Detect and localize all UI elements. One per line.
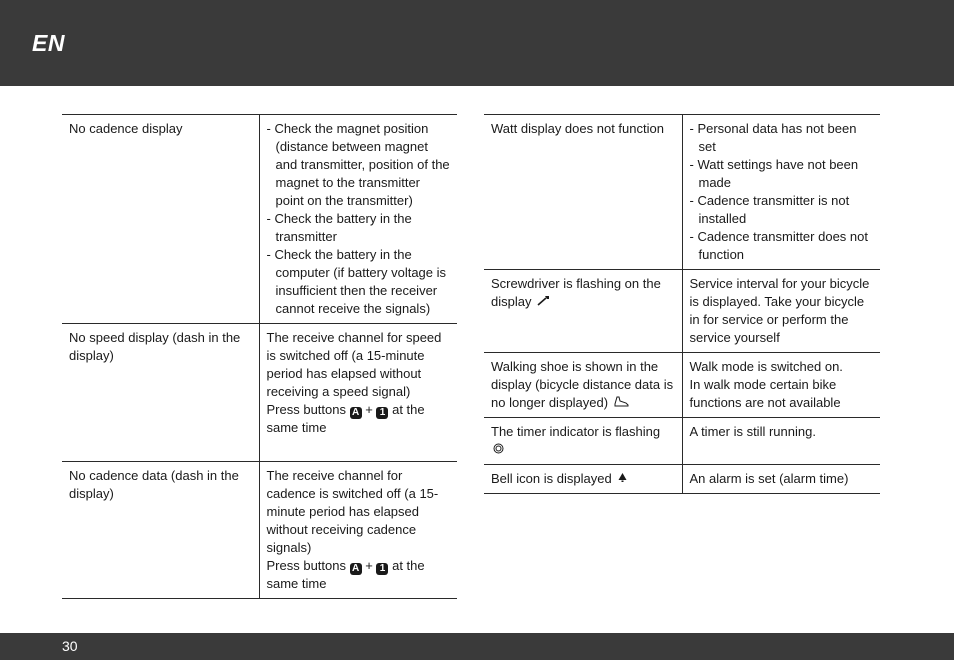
- table-row: [484, 270, 880, 353]
- table-row: [62, 324, 457, 462]
- table-row: [484, 115, 880, 270]
- language-label: EN: [32, 30, 65, 56]
- plus-sign: +: [365, 558, 373, 573]
- table-row: [484, 465, 880, 494]
- solution-item: - Check the battery in the transmitter: [266, 211, 412, 244]
- solution-cell: Service interval for your bicycle is displayed. Take your bicycle in for service or perform the service yourself: [682, 270, 880, 353]
- problem-text: Screwdriver is flashing on the display: [491, 276, 661, 309]
- page-footer: [0, 633, 954, 660]
- problem-cell: No speed display (dash in the display): [62, 324, 259, 462]
- solution-cell: [259, 324, 457, 462]
- button-a-icon: A: [350, 407, 362, 419]
- solution-text: The receive channel for cadence is switched off (a 15-minute period has elapsed without receiving cadence signals): [266, 468, 439, 555]
- problem-cell: [484, 353, 682, 418]
- solution-cell: A timer is still running.: [682, 418, 880, 465]
- table-row: [484, 418, 880, 465]
- plus-sign: +: [365, 402, 373, 417]
- solution-item: - Cadence transmitter does not function: [689, 229, 868, 262]
- solution-cell: [259, 462, 457, 599]
- page-number: 30: [62, 638, 78, 654]
- solution-item: - Check the battery in the computer (if battery voltage is insufficient then the receiver cannot receive the signals): [266, 247, 447, 316]
- press-prefix: Press buttons: [266, 402, 346, 417]
- troubleshooting-table-left: [62, 114, 457, 599]
- problem-text: Walking shoe is shown in the display (bicycle distance data is no longer displayed): [491, 359, 674, 410]
- solution-line: In walk mode certain bike functions are not available: [689, 377, 841, 410]
- problem-cell: [484, 465, 682, 494]
- problem-text: Bell icon is displayed: [491, 471, 612, 486]
- press-suffix: at the same time: [266, 402, 425, 435]
- problem-cell: Watt display does not function: [484, 115, 682, 270]
- problem-text: The timer indicator is flashing: [491, 424, 661, 439]
- table-row: [62, 462, 457, 599]
- walking-shoe-icon: [614, 396, 629, 407]
- solution-item: - Cadence transmitter is not installed: [689, 193, 850, 226]
- table-row: [484, 353, 880, 418]
- solution-text: The receive channel for speed is switched off (a 15-minute period has elapsed without receiving a speed signal): [266, 330, 442, 399]
- problem-cell: No cadence data (dash in the display): [62, 462, 259, 599]
- button-1-icon: 1: [376, 407, 388, 419]
- solution-cell: [682, 115, 880, 270]
- problem-cell: [484, 418, 682, 465]
- table-row: [62, 115, 457, 324]
- problem-cell: No cadence display: [62, 115, 259, 324]
- press-prefix: Press buttons: [266, 558, 346, 573]
- button-1-icon: 1: [376, 563, 388, 575]
- page-header: [0, 0, 954, 86]
- solution-cell: An alarm is set (alarm time): [682, 465, 880, 494]
- troubleshooting-table-right: [484, 114, 880, 494]
- timer-icon: [493, 443, 504, 454]
- solution-item: - Personal data has not been set: [689, 121, 857, 154]
- press-suffix: at the same time: [266, 558, 425, 591]
- bell-icon: [617, 472, 628, 483]
- solution-line: Walk mode is switched on.: [689, 359, 843, 374]
- wrench-icon: [537, 295, 550, 306]
- solution-item: - Watt settings have not been made: [689, 157, 859, 190]
- problem-cell: [484, 270, 682, 353]
- button-a-icon: A: [350, 563, 362, 575]
- solution-item: - Check the magnet position (distance between magnet and transmitter, position of the magnet to the transmitter point on the transmitter): [266, 121, 450, 208]
- solution-cell: [682, 353, 880, 418]
- solution-cell: [259, 115, 457, 324]
